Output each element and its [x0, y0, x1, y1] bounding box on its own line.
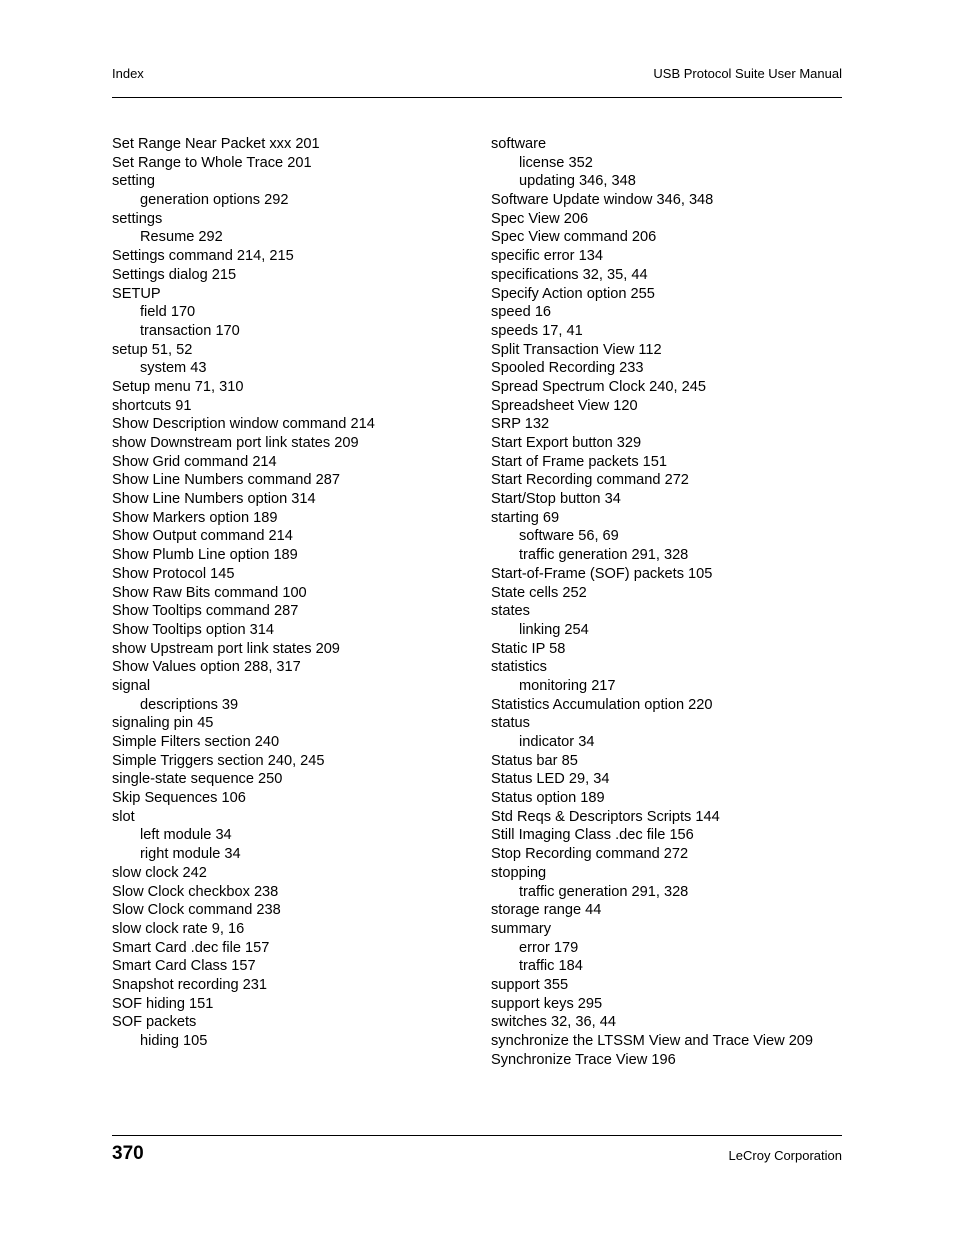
- index-subentry: traffic 184: [519, 958, 583, 975]
- index-entry: show Upstream port link states 209: [112, 640, 340, 657]
- index-entry: Spooled Recording 233: [491, 360, 644, 377]
- index-entry: Show Line Numbers option 314: [112, 491, 316, 508]
- index-entry: Status LED 29, 34: [491, 771, 610, 788]
- index-entry: Show Protocol 145: [112, 565, 235, 582]
- index-entry: setting: [112, 173, 155, 190]
- index-entry: Show Line Numbers command 287: [112, 472, 340, 489]
- index-entry: Stop Recording command 272: [491, 846, 689, 863]
- index-entry: Show Output command 214: [112, 528, 293, 545]
- index-subentry: Resume 292: [140, 229, 223, 246]
- index-entry: Specify Action option 255: [491, 285, 655, 302]
- index-entry: Smart Card .dec file 157: [112, 939, 270, 956]
- index-entry: specific error 134: [491, 248, 603, 265]
- index-entry: Show Markers option 189: [112, 509, 278, 526]
- index-entry: Static IP 58: [491, 640, 566, 657]
- index-entry: status: [491, 715, 530, 732]
- index-subentry: linking 254: [519, 621, 589, 638]
- index-entry: statistics: [491, 659, 547, 676]
- index-entry: SOF packets: [112, 1014, 197, 1031]
- header-divider: [112, 97, 842, 98]
- index-subentry: license 352: [519, 154, 593, 171]
- index-entry: switches 32, 36, 44: [491, 1014, 616, 1031]
- index-entry: Simple Triggers section 240, 245: [112, 752, 325, 769]
- footer-company: LeCroy Corporation: [728, 1148, 842, 1163]
- index-entry: starting 69: [491, 509, 560, 526]
- index-entry: specifications 32, 35, 44: [491, 266, 648, 283]
- index-entry: Setup menu 71, 310: [112, 378, 244, 395]
- header-manual-title: USB Protocol Suite User Manual: [653, 66, 842, 81]
- index-entry: Smart Card Class 157: [112, 958, 256, 975]
- index-entry: slow clock 242: [112, 864, 207, 881]
- index-entry: speeds 17, 41: [491, 322, 583, 339]
- index-entry: signal: [112, 677, 151, 694]
- index-entry: Statistics Accumulation option 220: [491, 696, 713, 713]
- index-entry: Simple Filters section 240: [112, 734, 280, 750]
- index-entry: Settings dialog 215: [112, 266, 237, 283]
- index-entry: Start of Frame packets 151: [491, 453, 668, 470]
- index-entry: stopping: [491, 864, 547, 881]
- index-entry: speed 16: [491, 304, 552, 321]
- index-entry: Show Grid command 214: [112, 453, 277, 470]
- index-entry: Show Raw Bits command 100: [112, 584, 307, 601]
- index-entry: Show Tooltips option 314: [112, 621, 274, 638]
- index-entry: settings: [112, 210, 163, 227]
- index-entry: Slow Clock command 238: [112, 902, 281, 919]
- index-entry: shortcuts 91: [112, 397, 192, 414]
- header-section-label: Index: [112, 66, 144, 81]
- index-entry: Spec View 206: [491, 210, 589, 227]
- index-entry: Set Range Near Packet xxx 201: [112, 136, 320, 152]
- index-entry: Software Update window 346, 348: [491, 192, 714, 209]
- index-entry: support keys 295: [491, 995, 603, 1012]
- index-entry: storage range 44: [491, 902, 602, 919]
- index-entry: Still Imaging Class .dec file 156: [491, 827, 694, 844]
- index-entry: Snapshot recording 231: [112, 976, 267, 993]
- index-subentry: error 179: [519, 939, 579, 956]
- index-entry: Show Plumb Line option 189: [112, 547, 298, 564]
- index-entry: Split Transaction View 112: [491, 341, 662, 358]
- index-subentry: updating 346, 348: [519, 173, 636, 190]
- index-subentry: field 170: [140, 304, 196, 321]
- index-entry: signaling pin 45: [112, 715, 214, 732]
- index-entry: Show Values option 288, 317: [112, 659, 301, 676]
- index-entry: Start Recording command 272: [491, 472, 689, 489]
- index-entry: Skip Sequences 106: [112, 790, 246, 807]
- index-subentry: software 56, 69: [519, 528, 619, 545]
- index-entry: SETUP: [112, 285, 161, 302]
- index-entry: Settings command 214, 215: [112, 248, 294, 265]
- index-entry: Status bar 85: [491, 752, 578, 769]
- index-entry: Spec View command 206: [491, 229, 657, 246]
- index-entry: Status option 189: [491, 790, 605, 807]
- index-entry: SOF hiding 151: [112, 995, 214, 1012]
- footer-divider: [112, 1135, 842, 1136]
- index-entry: synchronize the LTSSM View and Trace View 209: [491, 1033, 814, 1049]
- index-entry: Show Description window command 214: [112, 416, 375, 433]
- index-subentry: descriptions 39: [140, 696, 239, 713]
- index-entry: SRP 132: [491, 416, 550, 433]
- index-subentry: monitoring 217: [519, 677, 616, 694]
- index-subentry: left module 34: [140, 827, 232, 844]
- index-entry: Spreadsheet View 120: [491, 397, 638, 414]
- index-entry: Std Reqs & Descriptors Scripts 144: [491, 808, 720, 825]
- index-subentry: generation options 292: [140, 192, 289, 209]
- index-entry: State cells 252: [491, 584, 587, 601]
- index-entry: software: [491, 136, 547, 152]
- index-entry: Show Tooltips command 287: [112, 603, 299, 620]
- index-entry: Set Range to Whole Trace 201: [112, 154, 312, 171]
- index-subentry: system 43: [140, 360, 207, 377]
- index-subentry: hiding 105: [140, 1033, 208, 1049]
- index-entry: Start Export button 329: [491, 435, 642, 451]
- index-entry: support 355: [491, 976, 569, 993]
- index-column-left: [112, 135, 472, 1051]
- index-entry: Start-of-Frame (SOF) packets 105: [491, 565, 713, 582]
- index-entry: show Downstream port link states 209: [112, 435, 359, 451]
- index-subentry: traffic generation 291, 328: [519, 547, 689, 564]
- index-entry: summary: [491, 920, 551, 937]
- page-number: 370: [112, 1143, 144, 1164]
- index-entry: Synchronize Trace View 196: [491, 1051, 676, 1068]
- index-subentry: indicator 34: [519, 734, 595, 750]
- index-entry: Spread Spectrum Clock 240, 245: [491, 378, 706, 395]
- index-entry: Start/Stop button 34: [491, 491, 621, 508]
- index-entry: setup 51, 52: [112, 341, 193, 358]
- index-entry: slow clock rate 9, 16: [112, 920, 245, 937]
- index-entry: states: [491, 603, 530, 620]
- index-column-right: [491, 135, 851, 1069]
- index-subentry: traffic generation 291, 328: [519, 883, 689, 900]
- index-entry: slot: [112, 808, 135, 825]
- index-subentry: right module 34: [140, 846, 241, 863]
- index-entry: Slow Clock checkbox 238: [112, 883, 279, 900]
- index-entry: single-state sequence 250: [112, 771, 283, 788]
- index-subentry: transaction 170: [140, 322, 240, 339]
